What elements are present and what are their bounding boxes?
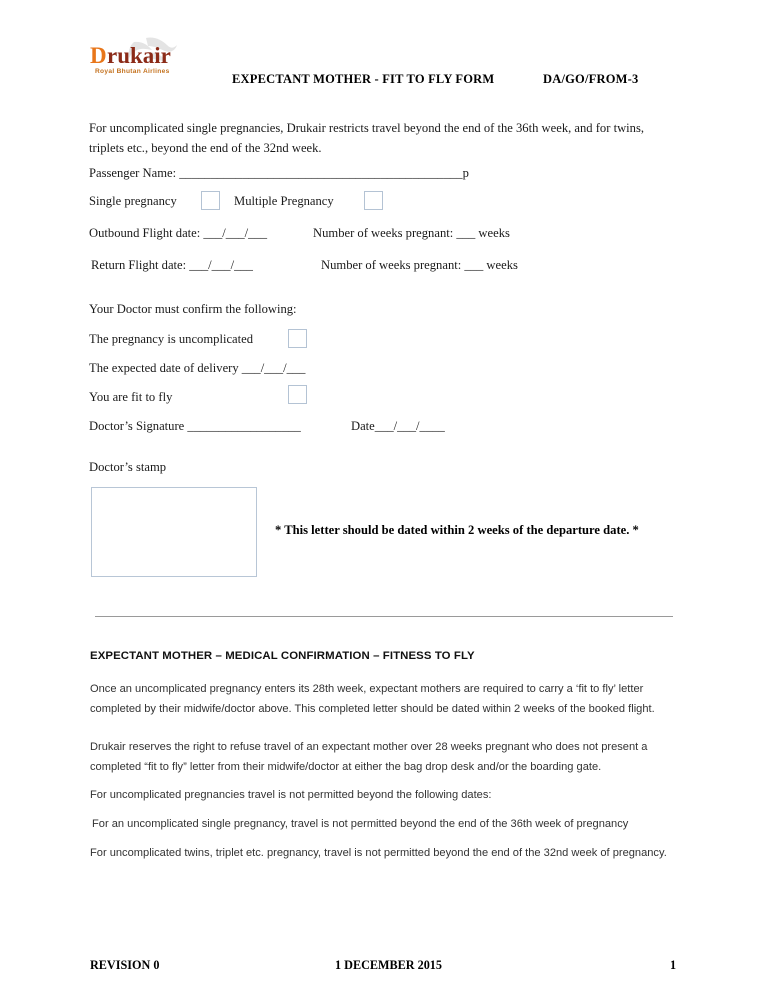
- doctor-stamp-label: Doctor’s stamp: [89, 460, 167, 474]
- doctor-signature-date-field[interactable]: Date___/___/____: [351, 419, 445, 433]
- passenger-name-field[interactable]: Passenger Name: _____________________________________________p: [89, 166, 469, 180]
- intro-paragraph: For uncomplicated single pregnancies, Drukair restricts travel beyond the end of the 36th week, and for twins, triplets etc., beyond the end of the 32nd week.: [89, 121, 645, 155]
- return-weeks-pregnant-field[interactable]: Number of weeks pregnant: ___ weeks: [321, 258, 518, 272]
- medical-paragraph-4: For an uncomplicated single pregnancy, travel is not permitted beyond the end of the 36th week of pregnancy: [92, 818, 629, 830]
- document-code: DA/GO/FROM-3: [543, 72, 639, 86]
- medical-paragraph-3: For uncomplicated pregnancies travel is not permitted beyond the following dates:: [90, 789, 492, 801]
- letter-dating-note: * This letter should be dated within 2 weeks of the departure date. *: [275, 523, 639, 537]
- section-divider: [95, 616, 673, 617]
- outbound-weeks-pregnant-field[interactable]: Number of weeks pregnant: ___ weeks: [313, 226, 510, 240]
- svg-text:D: D: [90, 43, 107, 68]
- single-pregnancy-checkbox[interactable]: [201, 191, 220, 210]
- page-title: EXPECTANT MOTHER - FIT TO FLY FORM: [232, 72, 495, 86]
- outbound-flight-date-field[interactable]: Outbound Flight date: ___/___/___: [89, 226, 268, 240]
- medical-paragraph-1: Once an uncomplicated pregnancy enters its 28th week, expectant mothers are required to carry a ‘fit to fly’ letter completed by their midwife/doctor above. This completed letter should be dated within 2 weeks of the booked flight.: [90, 683, 655, 715]
- doctor-stamp-box[interactable]: [91, 487, 257, 577]
- doctor-signature-field[interactable]: Doctor’s Signature __________________: [89, 419, 301, 433]
- multiple-pregnancy-label: Multiple Pregnancy: [234, 194, 334, 208]
- footer-revision: REVISION 0: [90, 958, 160, 972]
- drukair-logo-icon: [88, 36, 198, 82]
- pregnancy-uncomplicated-checkbox[interactable]: [288, 329, 307, 348]
- expected-delivery-date-field[interactable]: The expected date of delivery ___/___/___: [89, 361, 306, 375]
- return-flight-date-field[interactable]: Return Flight date: ___/___/___: [91, 258, 253, 272]
- svg-text:Royal Bhutan Airlines: Royal Bhutan Airlines: [95, 68, 170, 75]
- fit-to-fly-checkbox[interactable]: [288, 385, 307, 404]
- medical-paragraph-5: For uncomplicated twins, triplet etc. pregnancy, travel is not permitted beyond the end of the 32nd week of pregnancy.: [90, 847, 667, 859]
- footer-date: 1 DECEMBER 2015: [335, 958, 442, 972]
- multiple-pregnancy-checkbox[interactable]: [364, 191, 383, 210]
- drukair-logo: [88, 36, 198, 82]
- fit-to-fly-label: You are fit to fly: [89, 390, 173, 404]
- medical-paragraph-2: Drukair reserves the right to refuse travel of an expectant mother over 28 weeks pregnant who does not present a completed “fit to fly” letter from their midwife/doctor at either the bag drop desk and/or the boarding gate.: [90, 741, 648, 773]
- doctor-confirm-heading: Your Doctor must confirm the following:: [89, 302, 297, 316]
- single-pregnancy-label: Single pregnancy: [89, 194, 177, 208]
- medical-section-heading: EXPECTANT MOTHER – MEDICAL CONFIRMATION – FITNESS TO FLY: [90, 650, 475, 662]
- pregnancy-uncomplicated-label: The pregnancy is uncomplicated: [89, 332, 254, 346]
- footer-page-number: 1: [670, 958, 677, 972]
- svg-text:rukair: rukair: [107, 43, 171, 68]
